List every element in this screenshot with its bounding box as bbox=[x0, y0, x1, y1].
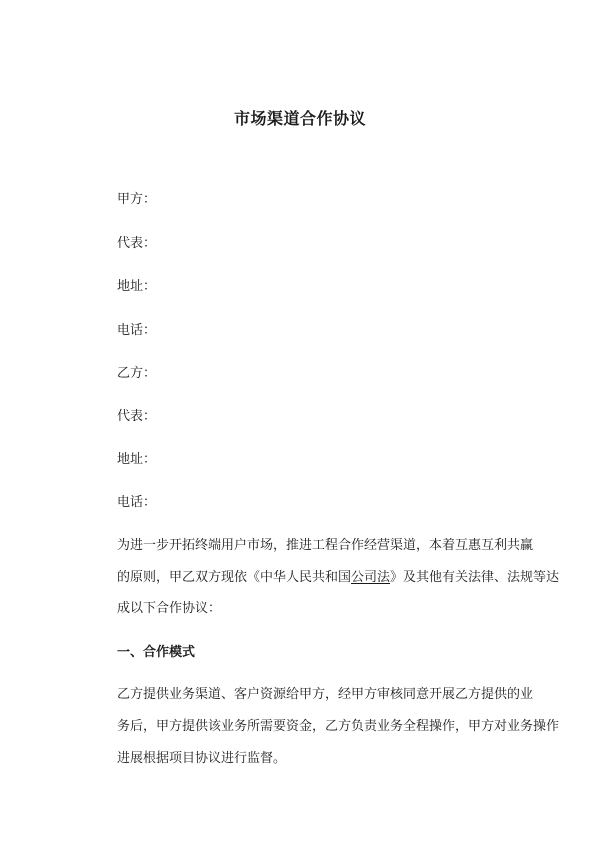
intro-line-2-before: 的原则，甲乙双方现依《中华人民共和国 bbox=[117, 570, 352, 585]
intro-line-1: 为进一步开拓终端用户市场，推进工程合作经营渠道，本着互惠互利共赢 bbox=[117, 538, 534, 553]
party-b-phone-label: 电话： bbox=[117, 495, 157, 510]
party-b-address-label: 地址： bbox=[117, 452, 157, 467]
section-1-line-2: 务后，甲方提供该业务所需要资金，乙方负责业务全程操作，甲方对业务操作 bbox=[117, 719, 560, 734]
party-a-label: 甲方： bbox=[117, 192, 157, 207]
party-b-label: 乙方： bbox=[117, 366, 157, 381]
section-1-line-1: 乙方提供业务渠道、客户资源给甲方，经甲方审核同意开展乙方提供的业 bbox=[117, 687, 534, 702]
intro-line-2-after: 》及其他有关法律、法规等达 bbox=[390, 570, 560, 585]
party-a-address-label: 地址： bbox=[117, 279, 157, 294]
party-a-representative-label: 代表： bbox=[117, 236, 157, 251]
company-law-link[interactable]: 公司法 bbox=[351, 570, 391, 585]
party-a-phone-label: 电话： bbox=[117, 323, 157, 338]
section-1-heading: 一、合作模式 bbox=[117, 645, 196, 660]
section-1-line-3: 进展根据项目协议进行监督。 bbox=[117, 751, 287, 766]
intro-line-2 bbox=[117, 570, 559, 586]
intro-line-3: 成以下合作协议： bbox=[117, 601, 222, 616]
party-b-representative-label: 代表： bbox=[117, 409, 157, 424]
document-title: 市场渠道合作协议 bbox=[233, 109, 366, 128]
